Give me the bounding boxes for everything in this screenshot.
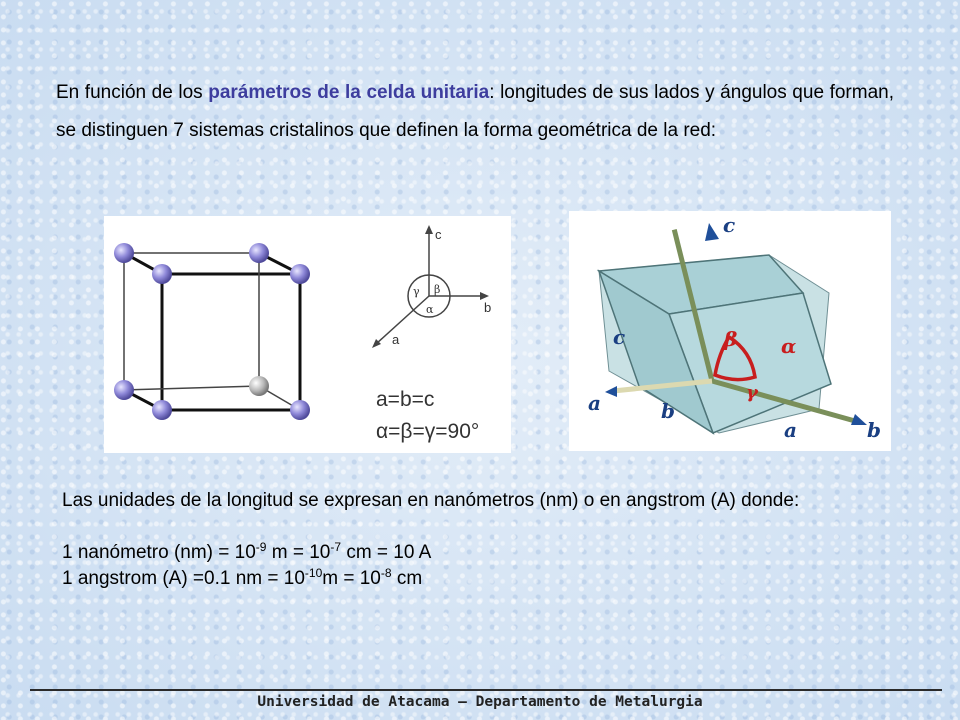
edge-c-label: c xyxy=(613,325,626,349)
a-part-1: 1 angstrom (A) =0.1 nm = 10 xyxy=(62,568,305,589)
footer-divider xyxy=(30,689,942,691)
atom xyxy=(114,380,134,400)
atom xyxy=(152,400,172,420)
angle-alpha-label: α xyxy=(426,303,434,316)
vector-c-label: c xyxy=(723,213,736,237)
a-exp-1: -10 xyxy=(304,566,323,580)
cubic-cell-figure xyxy=(104,216,511,453)
cubic-cell-svg xyxy=(104,216,511,453)
axis-b-label: b xyxy=(484,300,492,315)
angle-beta-label: β xyxy=(434,283,441,296)
angstrom-equation xyxy=(62,566,914,592)
edge-b-label: b xyxy=(661,399,675,423)
nm-exp-1: -9 xyxy=(255,540,267,554)
footer-text: Universidad de Atacama – Departamento de Metalurgia xyxy=(257,694,703,710)
axis-b-arrow-icon xyxy=(480,292,489,300)
atom xyxy=(152,264,172,284)
nm-part-3: cm = 10 A xyxy=(341,542,432,563)
vector-a-arrow-icon xyxy=(605,386,617,397)
axis-c-arrow-icon xyxy=(425,225,433,234)
angle-gamma-label: γ xyxy=(413,285,420,298)
unit-cell-figure xyxy=(569,211,891,451)
intro-highlight: parámetros de la celda unitaria xyxy=(208,82,490,103)
a-part-2: m = 10 xyxy=(322,568,381,589)
axes-diagram xyxy=(376,231,482,344)
cube-edges xyxy=(124,253,300,410)
atom xyxy=(290,264,310,284)
atom xyxy=(290,400,310,420)
a-part-3: cm xyxy=(391,568,423,589)
nm-part-2: m = 10 xyxy=(266,542,331,563)
angle-alpha-label: α xyxy=(781,334,797,358)
vector-a-label: a xyxy=(588,391,601,415)
axis-a-label: a xyxy=(392,332,400,347)
axis-c-label: c xyxy=(435,227,442,242)
vector-b-label: b xyxy=(867,418,881,442)
unit-cell-svg xyxy=(569,211,891,451)
angle-gamma-label: γ xyxy=(746,382,758,403)
atom xyxy=(114,243,134,263)
nanometer-equation xyxy=(62,540,914,566)
vector-c-arrow-icon xyxy=(705,223,719,241)
blank-line xyxy=(62,514,914,540)
intro-text-before: En función de los xyxy=(56,82,209,103)
intro-text-after: : longitudes de sus lados y ángulos que forman, se distinguen 7 sistemas cristalinos que definen la forma geométrica de la red: xyxy=(56,82,894,141)
edge-a-label: a xyxy=(784,418,797,442)
nm-exp-2: -7 xyxy=(330,540,342,554)
nm-part-1: 1 nanómetro (nm) = 10 xyxy=(62,542,256,563)
atom-hidden xyxy=(249,376,269,396)
units-section xyxy=(62,488,914,592)
equation-lengths: a=b=c xyxy=(376,388,435,411)
angle-beta-label: β xyxy=(724,327,738,351)
intro-paragraph xyxy=(56,74,894,150)
vector-b-arrow-icon xyxy=(851,414,867,425)
equation-angles: α=β=γ=90° xyxy=(376,420,480,443)
cube-hidden-edges xyxy=(124,253,300,410)
a-exp-2: -8 xyxy=(380,566,392,580)
units-text: Las unidades de la longitud se expresan en nanómetros (nm) o en angstrom (A) donde: xyxy=(62,490,800,511)
atom xyxy=(249,243,269,263)
